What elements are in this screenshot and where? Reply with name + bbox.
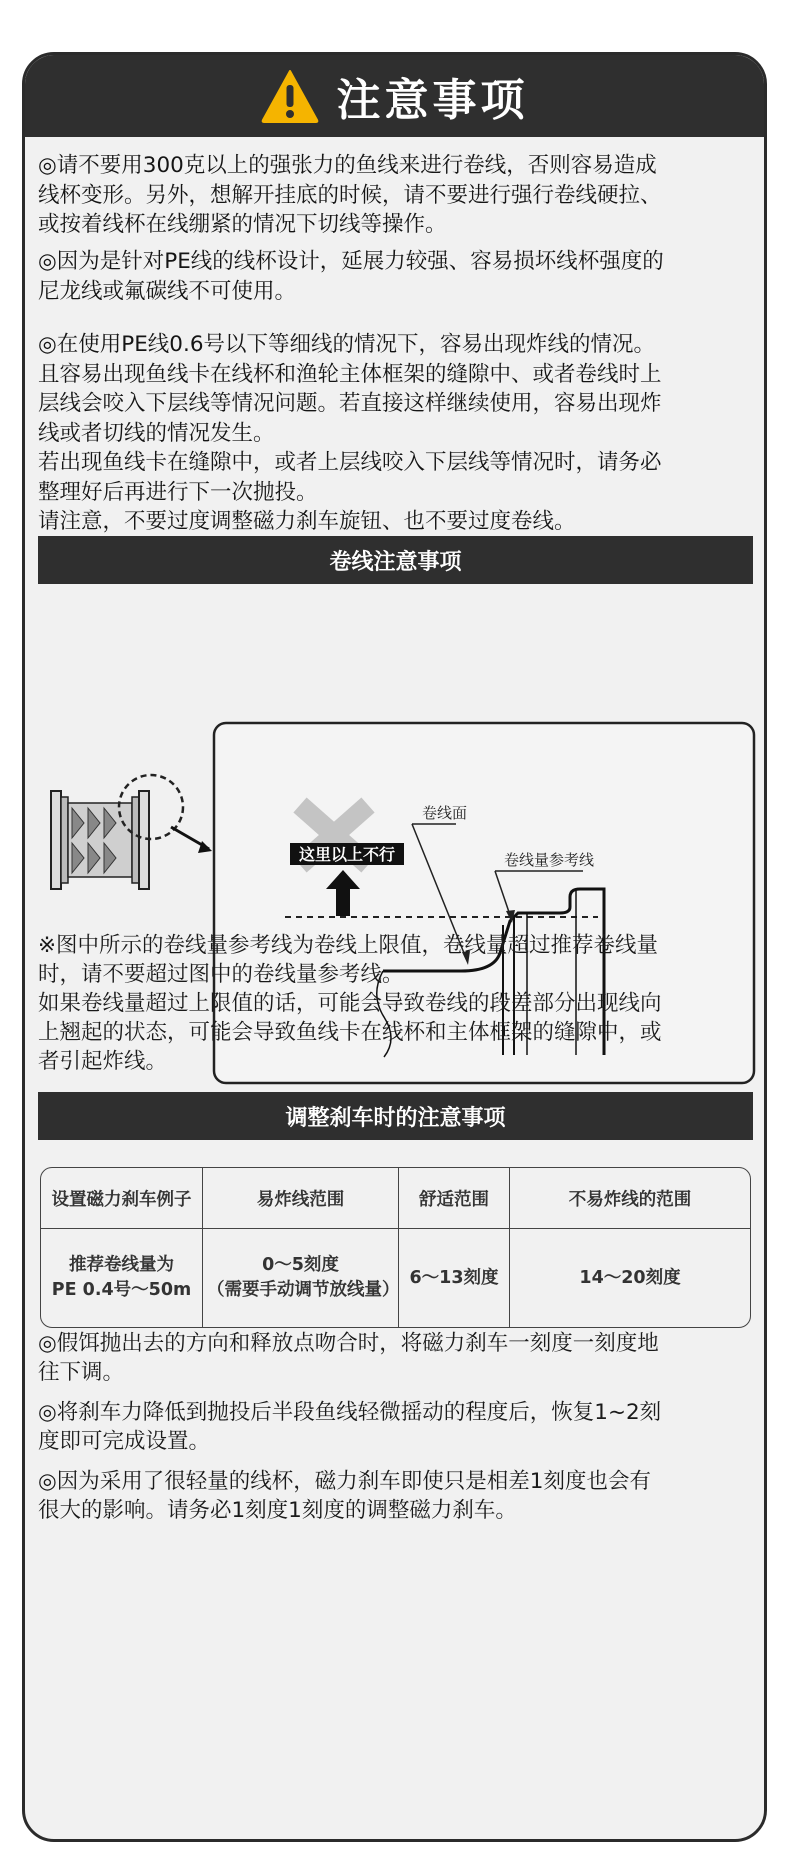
text-line: 者引起炸线。: [38, 1049, 168, 1074]
text-line: 线杯变形。另外，想解开挂底的时候，请不要进行强行卷线硬拉、: [38, 182, 662, 208]
text-line: ◎因为是针对PE线的线杯设计，延展力较强、容易损坏线杯强度的: [38, 249, 664, 274]
cell-line: 推荐卷线量为: [69, 1255, 174, 1275]
label-winding-surface: 卷线面: [422, 804, 468, 822]
cell-line: 0～5刻度: [262, 1255, 339, 1275]
text-line: 请注意，不要过度调整磁力刹车旋钮、也不要过度卷线。: [38, 509, 576, 534]
spool-illustration: [51, 791, 149, 889]
forbidden-label: 这里以上不行: [298, 845, 396, 864]
section-title-brake: 调整刹车时的注意事项: [38, 1092, 753, 1140]
tip-restore: [38, 1398, 758, 1456]
text-line: 整理好后再进行下一次抛投。: [38, 479, 318, 505]
text-line: ◎将刹车力降低到抛投后半段鱼线轻微摇动的程度后，恢复1~2刻: [38, 1400, 662, 1425]
text-line: ◎假饵抛出去的方向和释放点吻合时，将磁力刹车一刻度一刻度地: [38, 1331, 659, 1356]
table-row: [41, 1229, 750, 1327]
label-reference-line: 卷线量参考线: [504, 851, 595, 869]
paragraph-line-strength: [38, 151, 758, 240]
text-line: 且容易出现鱼线卡在线杯和渔轮主体框架的缝隙中、或者卷线时上: [38, 361, 662, 387]
cell-line: PE 0.4号～50m: [51, 1280, 192, 1300]
table-cell: [399, 1229, 510, 1327]
text-line: 往下调。: [38, 1360, 125, 1385]
text-line: 度即可完成设置。: [38, 1429, 211, 1454]
text-line: 很大的影响。请务必1刻度1刻度的调整磁力刹车。: [38, 1498, 517, 1523]
paragraph-pe-line: [38, 247, 758, 306]
cell-line: 14～20刻度: [579, 1267, 681, 1288]
table-header: 不易炸线的范围: [510, 1168, 750, 1229]
tip-light-spool: [38, 1467, 758, 1525]
brake-table: [40, 1167, 751, 1328]
text-line: ※图中所示的卷线量参考线为卷线上限值，卷线量超过推荐卷线量: [38, 933, 659, 958]
warning-icon: [261, 68, 319, 124]
table-cell: [510, 1229, 750, 1327]
section-title-winding: 卷线注意事项: [38, 536, 753, 584]
cell-line: 6～13刻度: [409, 1267, 499, 1288]
text-line: 或按着线杯在线绷紧的情况下切线等操作。: [38, 212, 447, 237]
text-line: ◎因为采用了很轻量的线杯，磁力刹车即使只是相差1刻度也会有: [38, 1469, 651, 1494]
text-line: 若出现鱼线卡在缝隙中，或者上层线咬入下层线等情况时，请务必: [38, 450, 662, 475]
text-line: 尼龙线或氟碳线不可使用。: [38, 278, 297, 304]
notice-card: [22, 52, 767, 1842]
text-line: 时，请不要超过图中的卷线量参考线。: [38, 962, 404, 987]
table-cell: [41, 1229, 203, 1327]
text-line: 上翘起的状态，可能会导致鱼线卡在线杯和主体框架的缝隙中，或: [38, 1020, 662, 1045]
text-line: ◎在使用PE线0.6号以下等细线的情况下，容易出现炸线的情况。: [38, 332, 656, 357]
table-header-row: [41, 1168, 750, 1229]
text-line: 线或者切线的情况发生。: [38, 420, 275, 446]
paragraph-thin-line: [38, 330, 758, 537]
table-cell: [203, 1229, 399, 1327]
table-header: 舒适范围: [399, 1168, 510, 1229]
cell-line: （需要手动调节放线量）: [207, 1280, 400, 1300]
page-title: 注意事项: [336, 75, 529, 126]
text-line: ◎请不要用300克以上的强张力的鱼线来进行卷线，否则容易造成: [38, 153, 657, 178]
header-bar: [25, 55, 764, 137]
table-header: 易炸线范围: [203, 1168, 399, 1229]
text-line: 如果卷线量超过上限值的话，可能会导致卷线的段差部分出现线向: [38, 991, 662, 1016]
text-line: 层线会咬入下层线等情况问题。若直接这样继续使用，容易出现炸: [38, 391, 662, 416]
diagram-note: [38, 931, 758, 1076]
table-header: 设置磁力刹车例子: [41, 1168, 203, 1229]
tip-adjust-down: [38, 1329, 758, 1387]
